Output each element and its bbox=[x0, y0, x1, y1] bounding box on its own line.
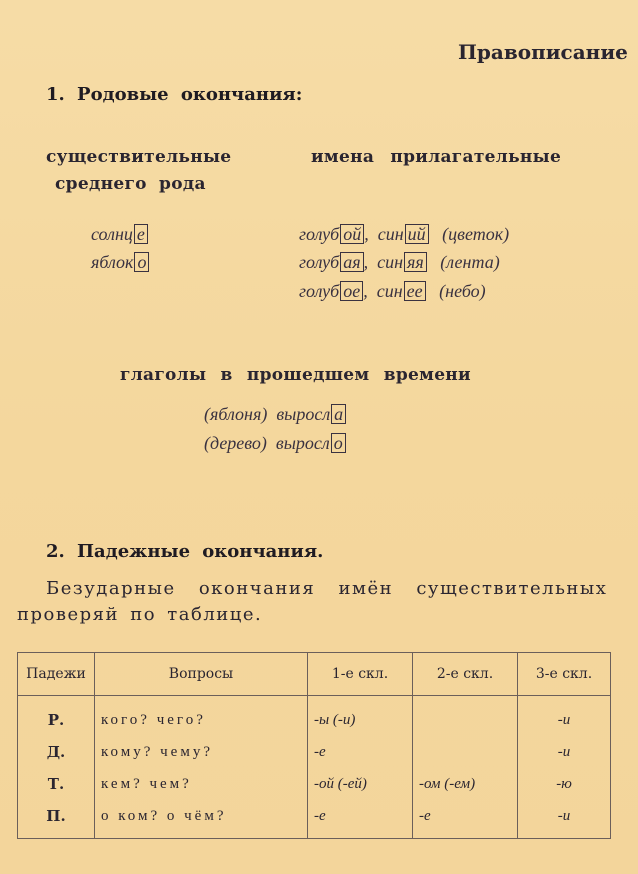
adjective-example-row: голуб ое , син ее (небо) bbox=[299, 281, 486, 301]
ending-cell: -и bbox=[518, 696, 611, 737]
ending-box: е bbox=[134, 224, 148, 244]
ending-box: яя bbox=[404, 252, 427, 272]
table-row bbox=[18, 800, 611, 839]
ending-cell: -ы (-и) bbox=[308, 696, 413, 737]
ending-cell bbox=[413, 696, 518, 737]
question-cell: о ком? о чём? bbox=[95, 800, 308, 839]
ending-box: ое bbox=[340, 281, 363, 301]
table-row bbox=[18, 696, 611, 737]
nouns-column-title-line1: существительные bbox=[46, 147, 232, 167]
verb-example: (яблоня) выросл а bbox=[204, 404, 346, 425]
ending-cell: -е bbox=[308, 736, 413, 768]
column-header: Падежи bbox=[18, 653, 95, 696]
adjectives-column-title: имена прилагательные bbox=[311, 147, 562, 167]
question-cell: кого? чего? bbox=[95, 696, 308, 737]
verbs-title: глаголы в прошедшем времени bbox=[120, 365, 471, 385]
noun-example: солнц е bbox=[91, 224, 148, 245]
page-title: Правописание bbox=[458, 40, 628, 64]
ending-box: ее bbox=[404, 281, 426, 301]
ending-box: ой bbox=[340, 224, 364, 244]
ending-cell: -и bbox=[518, 736, 611, 768]
ending-box: ая bbox=[340, 252, 363, 272]
ending-cell: -и bbox=[518, 800, 611, 839]
ending-box: о bbox=[331, 433, 346, 453]
table-header-row bbox=[18, 653, 611, 696]
adjective-example-row: голуб ая , син яя (лента) bbox=[299, 252, 500, 272]
verb-example: (дерево) выросл о bbox=[204, 433, 346, 454]
nouns-column-title-line2: среднего рода bbox=[55, 174, 206, 194]
ending-cell bbox=[413, 736, 518, 768]
case-cell: П. bbox=[18, 800, 95, 839]
ending-box: а bbox=[331, 404, 346, 424]
paragraph-line-1: Безударные окончания имён существительных bbox=[46, 578, 608, 599]
column-header: 1-е скл. bbox=[308, 653, 413, 696]
ending-cell: -ом (-ем) bbox=[413, 768, 518, 800]
ending-cell: -ю bbox=[518, 768, 611, 800]
section-1-title: 1. Родовые окончания: bbox=[46, 84, 303, 105]
ending-box: ий bbox=[405, 224, 429, 244]
case-cell: Р. bbox=[18, 696, 95, 737]
case-cell: Т. bbox=[18, 768, 95, 800]
question-cell: кому? чему? bbox=[95, 736, 308, 768]
ending-box: о bbox=[134, 252, 149, 272]
ending-cell: -е bbox=[413, 800, 518, 839]
table-row bbox=[18, 768, 611, 800]
column-header: Вопросы bbox=[95, 653, 308, 696]
column-header: 2-е скл. bbox=[413, 653, 518, 696]
case-cell: Д. bbox=[18, 736, 95, 768]
question-cell: кем? чем? bbox=[95, 768, 308, 800]
adjective-example-row: голуб ой , син ий (цветок) bbox=[299, 224, 510, 244]
case-endings-table bbox=[17, 652, 611, 839]
noun-example: яблок о bbox=[91, 252, 149, 273]
ending-cell: -е bbox=[308, 800, 413, 839]
ending-cell: -ой (-ей) bbox=[308, 768, 413, 800]
table-row bbox=[18, 736, 611, 768]
column-header: 3-е скл. bbox=[518, 653, 611, 696]
section-2-title: 2. Падежные окончания. bbox=[46, 541, 324, 562]
paragraph-line-2: проверяй по таблице. bbox=[17, 604, 263, 625]
